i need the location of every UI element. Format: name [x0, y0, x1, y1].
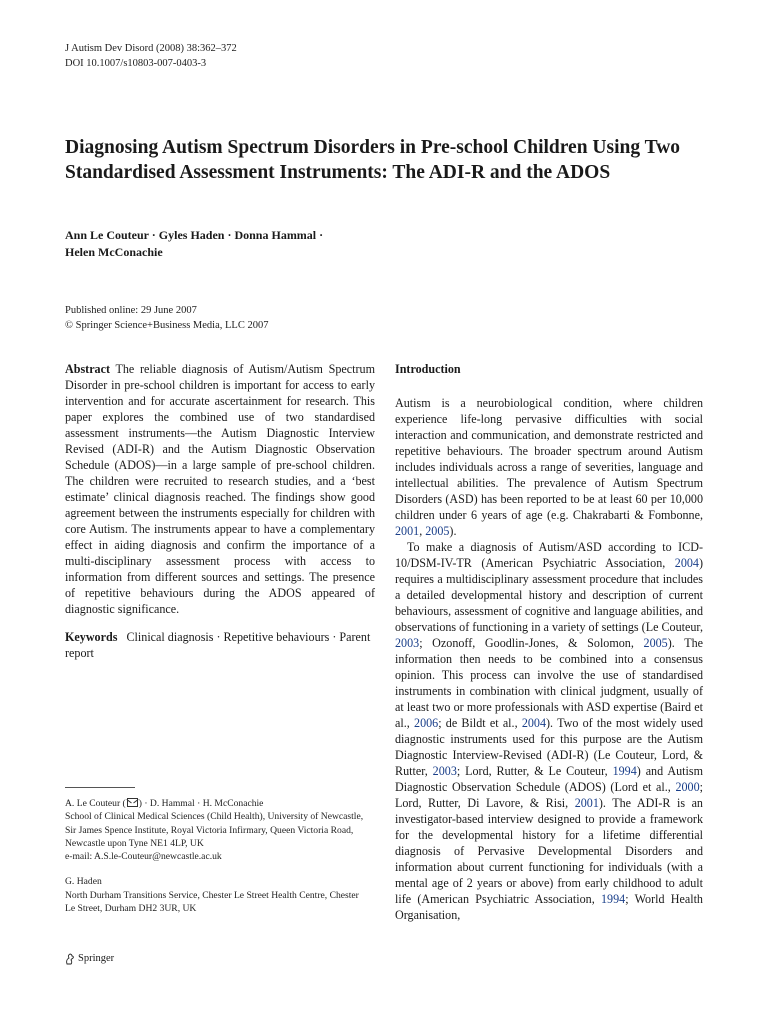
p2-text: To make a diagnosis of Autism/ASD according to ICD-10/DSM-IV-TR (American Psychiatric Association, [395, 540, 703, 570]
p2-text: ) requires a multidisciplinary assessment procedure that includes a detailed developmental history and description of current behaviours, assessment of cognitive and language abilities, and observations of functioning in a variety of settings (Le Couteur, [395, 556, 703, 634]
keywords-label: Keywords [65, 630, 118, 644]
citation-link[interactable]: 2006 [414, 716, 439, 730]
doi: DOI 10.1007/s10803-007-0403-3 [65, 58, 207, 69]
affiliation-2-name: G. Haden [65, 876, 102, 888]
citation-link[interactable]: 2005 [643, 636, 668, 650]
publication-info [65, 303, 268, 333]
p1-text-a: Autism is a neurobiological condition, where children experience life-long pervasive difficulties with social interaction and communication, and demonstrate restricted and repetitive behaviours. The broader spectrum around Autism includes individuals across a range of severities, language and intellectual abilities. The prevalence of Autism Spectrum Disorders (ASD) has been reported to be at least 60 per 10,000 children under 6 years of age (e.g. Chakrabarti & Fombonne, [395, 396, 703, 522]
affiliation-1-suffix: ) · D. Hammal · H. McConachie [138, 798, 264, 809]
abstract [65, 361, 375, 617]
citation-link[interactable]: 2000 [675, 780, 700, 794]
introduction-paragraph-2 [395, 539, 703, 923]
p2-text: ). Two of the most widely used diagnostic instruments used for this purpose are the Autism Diagnostic Interview-Revised (ADI-R) (Le Couteur, Lord, & Rutter, [395, 716, 703, 778]
springer-horse-icon [65, 953, 75, 965]
affiliation-1-authors [65, 797, 365, 810]
keywords [65, 629, 375, 661]
affiliation-2-address: North Durham Transitions Service, Chester Le Street Health Centre, Chester Le Street, Durham DH2 3UR, UK [65, 889, 359, 915]
p1-text-c: ). [449, 524, 457, 538]
p2-text: ; World Health Organisation, [395, 892, 703, 922]
affiliation-2 [65, 875, 365, 915]
envelope-icon [127, 798, 138, 807]
citation-link[interactable]: 2003 [432, 764, 457, 778]
abstract-label: Abstract [65, 362, 111, 376]
affiliation-1-prefix: A. Le Couteur ( [65, 798, 126, 809]
citation-link[interactable]: 2004 [521, 716, 547, 730]
published-date: Published online: 29 June 2007 [65, 305, 197, 316]
p1-text-b: , [419, 524, 426, 538]
citation-link[interactable]: 2003 [395, 636, 420, 650]
affiliation-1 [65, 797, 365, 863]
p2-text: ; Lord, Rutter, & Le Couteur, [456, 764, 613, 778]
affiliation-1-address: School of Clinical Medical Sciences (Child Health), University of Newcastle, Sir James Spence Institute, Royal Victoria Infirmary, Queen Victoria Road, Newcastle upon Tyne NE1 4LP, UK [65, 811, 364, 849]
footnote-divider [65, 787, 135, 788]
introduction-paragraph-1 [395, 395, 703, 539]
citation-link[interactable]: 1994 [601, 892, 626, 906]
article-title: Diagnosing Autism Spectrum Disorders in Pre-school Children Using Two Standardised Assessment Instruments: The ADI-R and the ADOS [65, 137, 681, 183]
p2-text: ; Ozonoff, Goodlin-Jones, & Solomon, [419, 636, 644, 650]
publisher-name: Springer [78, 953, 115, 964]
p2-text: ). The information then needs to be combined into a consensus opinion. This process can involve the use of standardised instruments in combination with clinical judgment, usually of at least two or more professionals with ASD expertise (Baird et al., [395, 636, 703, 730]
right-column [395, 361, 703, 923]
affiliation-1-email[interactable]: e-mail: A.S.le-Couteur@newcastle.ac.uk [65, 851, 222, 863]
citation-link[interactable]: 2005 [425, 524, 450, 538]
citation-link[interactable]: 2001 [395, 524, 420, 538]
p2-text: ) and Autism Diagnostic Observation Schedule (ADOS) (Lord et al., [395, 764, 703, 794]
author-list [65, 227, 425, 261]
citation-link[interactable]: 2001 [574, 796, 599, 810]
authors-line-1: Ann Le Couteur · Gyles Haden · Donna Hammal · [65, 228, 324, 242]
citation: J Autism Dev Disord (2008) 38:362–372 [65, 43, 237, 54]
introduction-heading: Introduction [395, 362, 461, 376]
p2-text: ). The ADI-R is an investigator-based interview designed to provide a framework for the developmental history for a lifetime differential diagnosis of Pervasive Developmental Disorders and information about current functioning for individuals (with a mental age of 2 years or above) from early childhood to adult life (American Psychiatric Association, [395, 796, 703, 906]
copyright: © Springer Science+Business Media, LLC 2007 [65, 320, 269, 331]
p2-text: ; de Bildt et al., [438, 716, 522, 730]
keywords-text: Clinical diagnosis · Repetitive behaviours · Parent report [65, 630, 371, 660]
left-column [65, 361, 375, 673]
affiliations [65, 797, 365, 927]
citation-link[interactable]: 1994 [612, 764, 637, 778]
abstract-text: The reliable diagnosis of Autism/Autism Spectrum Disorder in pre-school children is important for access to early intervention and for accurate ascertainment for research. This paper explores the combined use of two standardised assessment instruments—the Autism Diagnostic Interview Revised (ADI-R) and the Autism Diagnostic Observation Schedule (ADOS)—in a large sample of pre-school children. The children were recruited to research studies, and a ‘best estimate’ clinical diagnosis reached. The findings show good agreement between the instruments especially for children with core Autism. The instruments appear to have a complementary effect in aiding diagnosis and confirm the importance of a multi-disciplinary assessment process with access to information from different sources and settings. The presence of repetitive behaviours during the ADOS appeared of diagnostic significance. [65, 362, 375, 616]
p2-text: ; Lord, Rutter, Di Lavore, & Risi, [395, 780, 703, 810]
citation-link[interactable]: 2004 [674, 556, 699, 570]
publisher-logo [65, 952, 114, 966]
authors-line-2: Helen McConachie [65, 245, 163, 259]
journal-header [65, 41, 237, 71]
